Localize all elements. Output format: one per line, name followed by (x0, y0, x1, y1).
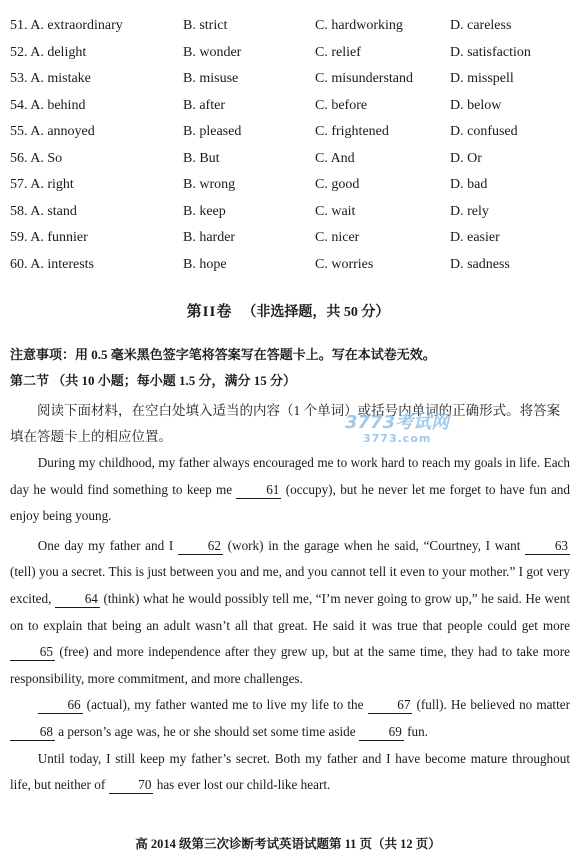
option-row (10, 200, 570, 227)
option-a: 51. A. extraordinary (10, 18, 123, 33)
option-d: D. rely (450, 203, 489, 219)
option-a: 56. A. So (10, 150, 63, 166)
option-b: B. misuse (183, 71, 239, 86)
blank-68: 68 (10, 724, 55, 741)
option-row (10, 14, 570, 41)
option-b: B. after (183, 97, 225, 113)
blank-65: 65 (10, 644, 55, 661)
option-d: D. easier (450, 230, 500, 245)
blank-70: 70 (109, 777, 154, 794)
passage-text: has ever lost our child-like heart. (153, 777, 331, 793)
passage-text: During my childhood, my father always encouraged me to work hard to reach my goals in life. Each day he would find something to keep me (10, 455, 570, 497)
blank-64: 64 (55, 591, 100, 608)
option-row (10, 67, 570, 94)
option-c: C. nicer (315, 230, 360, 245)
paragraph (10, 692, 570, 745)
passage-text: fun. (403, 723, 428, 739)
option-d: D. sadness (450, 256, 510, 272)
option-c: C. misunderstand (315, 71, 413, 86)
section-title (0, 300, 576, 321)
option-row (10, 253, 570, 280)
passage-text: (work) in the garage when he said, “Courtney, I want (222, 537, 526, 553)
option-d: D. below (450, 97, 502, 113)
option-d: D. Or (450, 150, 482, 166)
options-grid (10, 14, 570, 279)
blank-61: 61 (236, 482, 281, 499)
option-c: C. relief (315, 44, 361, 60)
blank-67: 67 (368, 697, 413, 714)
watermark-url: 3773.com (363, 432, 432, 445)
option-b: B. strict (183, 18, 228, 33)
paragraph (10, 746, 570, 799)
option-b: B. harder (183, 230, 236, 245)
passage-text: One day my father and I (37, 537, 179, 553)
option-b: B. wonder (183, 44, 242, 60)
passage-text: Until today, I still keep my father’s secret. Both my father and I have become mature throughout life, but neither of (10, 750, 570, 793)
option-row (10, 94, 570, 121)
option-b: B. pleased (183, 124, 242, 139)
option-d: D. misspell (450, 71, 514, 86)
blank-69: 69 (359, 724, 404, 741)
option-a: 59. A. funnier (10, 230, 88, 245)
blank-62: 62 (178, 538, 223, 555)
option-a: 57. A. right (10, 177, 74, 192)
passage-text: (think) what he would possibly tell me, “I’m never going to grow up,” he said. He went on to explain that being an adult wasn’t all that great. He said it was true that people could get more (10, 590, 571, 633)
option-b: B. keep (183, 203, 226, 219)
section-subtitle: （非选择题，共 50 分） (242, 305, 390, 320)
instruction-text: 阅读下面材料，在空白处填入适当的内容（1 个单词）或括号内单词的正确形式。将答案填在答题卡上的相应位置。 (10, 403, 561, 444)
reading-passage (10, 450, 570, 799)
section-title-text: 第II卷 (186, 304, 233, 320)
passage-text: (free) and more independence after they grew up, but at the same time, they had to take more responsibility, more commitment, and more challenges. (10, 644, 570, 686)
passage-text: (actual), my father wanted me to live my life to the (82, 697, 368, 713)
option-c: C. frightened (315, 124, 389, 139)
option-d: D. satisfaction (450, 44, 531, 60)
page-footer: 高 2014 级第三次诊断考试英语试题第 11 页（共 12 页） (135, 837, 441, 851)
blank-66: 66 (38, 697, 83, 714)
passage-text: (full). He believed no matter (412, 697, 571, 713)
paragraph (10, 450, 570, 530)
option-c: C. wait (315, 203, 356, 219)
passage-text: (tell) you a secret. This is just between you and me, and you cannot tell it even to your mother.” I got very excited, (10, 564, 570, 606)
passage-text: a person’s age was, he or she should set some time aside (54, 723, 359, 739)
option-row (10, 147, 570, 174)
option-d: D. careless (450, 18, 512, 33)
option-c: C. And (315, 150, 355, 166)
option-c: C. before (315, 97, 368, 113)
option-a: 54. A. behind (10, 97, 86, 113)
option-row (10, 173, 570, 200)
passage-text: (occupy), but he never let me forget to have fun and enjoy being young. (10, 481, 570, 524)
option-c: C. good (315, 177, 360, 192)
notice-text: 注意事项：用 0.5 毫米黑色签字笔将答案写在答题卡上。写在本试卷无效。 (10, 347, 436, 362)
option-a: 58. A. stand (10, 203, 77, 219)
option-a: 60. A. interests (10, 256, 94, 272)
part-heading: 第二节 （共 10 小题；每小题 1.5 分，满分 15 分） (10, 373, 297, 388)
option-c: C. worries (315, 256, 374, 272)
blank-63: 63 (525, 538, 570, 555)
option-c: C. hardworking (315, 18, 403, 33)
watermark-brand: 3773考试网 (345, 412, 450, 433)
option-d: D. bad (450, 177, 488, 192)
paragraph (10, 533, 570, 693)
option-row (10, 120, 570, 147)
option-row (10, 226, 570, 253)
option-a: 52. A. delight (10, 44, 87, 60)
option-a: 55. A. annoyed (10, 124, 95, 139)
option-b: B. hope (183, 256, 227, 272)
option-a: 53. A. mistake (10, 71, 91, 86)
option-b: B. But (183, 150, 220, 166)
option-b: B. wrong (183, 177, 236, 192)
watermark-logo (345, 408, 455, 448)
option-row (10, 41, 570, 68)
option-d: D. confused (450, 124, 518, 139)
